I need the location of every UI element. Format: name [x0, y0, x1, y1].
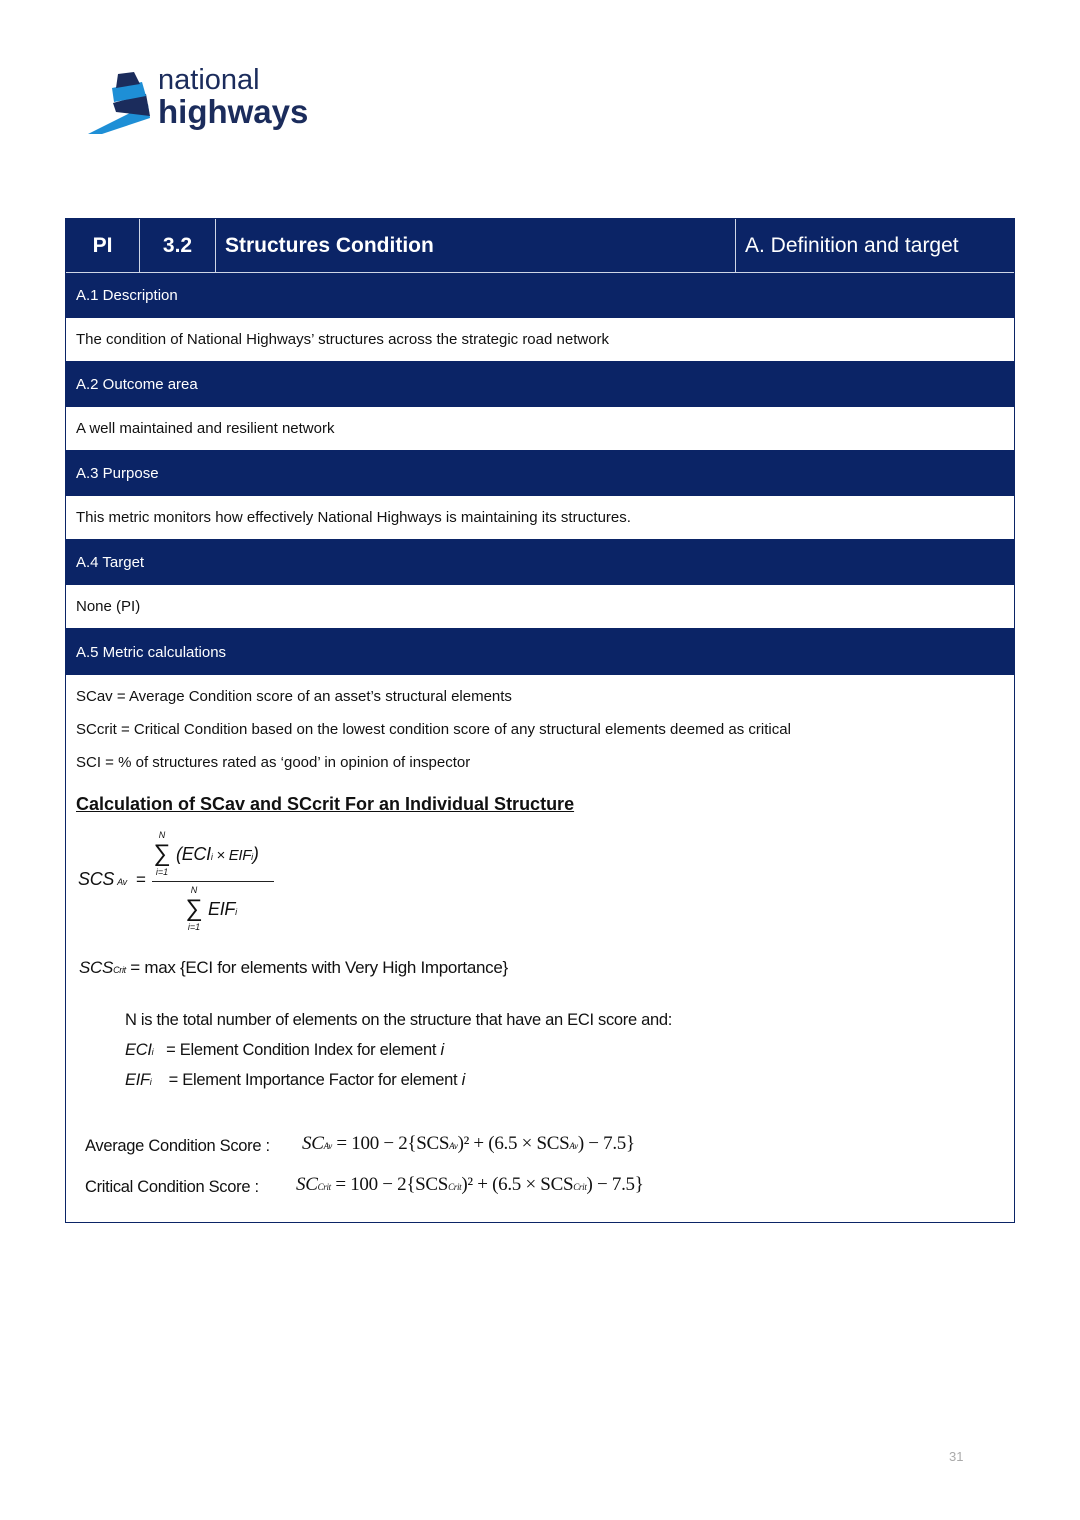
- scs-av-equals: =: [136, 870, 146, 889]
- eif-var: i: [461, 1071, 465, 1089]
- sum-icon: ∑: [153, 840, 171, 867]
- section-a1-label: A.1 Description: [66, 273, 1014, 318]
- n-definition: N is the total number of elements on the structure that have an ECI score and:: [125, 1011, 673, 1029]
- definition-sci: SCI = % of structures rated as ‘good’ in opinion of inspector: [76, 754, 471, 771]
- eci-symbol: ECI: [125, 1041, 152, 1059]
- pi-number: 3.2: [140, 219, 216, 272]
- numerator-eci: (ECI: [176, 844, 211, 864]
- scs-crit-formula: [79, 959, 508, 978]
- section-a2-content: A well maintained and resilient network: [66, 407, 1014, 451]
- scs-crit-sub: Crit: [113, 965, 126, 975]
- avg-sub: Av: [569, 1141, 578, 1151]
- sub-i: i: [235, 907, 237, 917]
- sum-upper: N: [158, 830, 166, 840]
- crit-sub: Crit: [573, 1182, 587, 1192]
- crit-sub: Crit: [448, 1182, 462, 1192]
- sub-i: i: [251, 852, 253, 862]
- definition-sccrit: SCcrit = Critical Condition based on the lowest condition score of any structural elements deemed as critical: [76, 721, 791, 738]
- sum-icon: ∑: [185, 895, 203, 922]
- crit-lhs: SC: [296, 1174, 318, 1195]
- section-a5-label: A.5 Metric calculations: [66, 629, 1014, 675]
- logo-wordmark: [158, 66, 308, 128]
- section-a4-content: None (PI): [66, 585, 1014, 629]
- sub-i: i: [210, 852, 213, 862]
- scs-av-lhs: SCS: [78, 869, 115, 889]
- section-a3-label: A.3 Purpose: [66, 451, 1014, 496]
- avg-rhs3: ) − 7.5}: [577, 1133, 635, 1154]
- pi-table: [65, 218, 1015, 1223]
- section-title: A. Definition and target: [745, 233, 959, 257]
- eci-definition: [125, 1041, 444, 1059]
- avg-rhs2: )² + (6.5 × SCS: [457, 1133, 570, 1154]
- eci-var: i: [440, 1041, 444, 1059]
- page-number: 31: [949, 1449, 964, 1464]
- avg-score-label: Average Condition Score :: [85, 1137, 270, 1155]
- pi-title: Structures Condition: [216, 219, 736, 272]
- logo-line1: national: [158, 64, 260, 96]
- crit-rhs2: )² + (6.5 × SCS: [461, 1174, 574, 1195]
- avg-score-formula: [302, 1134, 635, 1155]
- crit-rhs1: = 100 − 2{SCS: [330, 1174, 449, 1195]
- crit-sub: Crit: [317, 1182, 331, 1192]
- sum-lower: i=1: [187, 922, 201, 932]
- avg-lhs: SC: [302, 1133, 324, 1154]
- crit-score-formula: [296, 1175, 644, 1196]
- numerator-eif: × EIF: [212, 847, 252, 864]
- crit-score-label: Critical Condition Score :: [85, 1178, 259, 1196]
- crit-rhs3: ) − 7.5}: [586, 1174, 644, 1195]
- scs-crit-lhs: SCS: [79, 958, 114, 977]
- eif-definition: [125, 1071, 465, 1089]
- section-a3-content: This metric monitors how effectively National Highways is maintaining its structures.: [66, 496, 1014, 540]
- avg-rhs1: = 100 − 2{SCS: [331, 1133, 450, 1154]
- calculation-heading: Calculation of SCav and SCcrit For an Individual Structure: [76, 794, 575, 814]
- numerator-sum: [152, 831, 172, 877]
- pi-label: PI: [66, 219, 140, 272]
- numerator-close: ): [252, 844, 259, 864]
- avg-sub: Av: [449, 1141, 458, 1151]
- eif-text: = Element Importance Factor for element: [168, 1071, 462, 1089]
- scs-crit-rhs: = max {ECI for elements with Very High Importance}: [130, 958, 508, 977]
- definition-scav: SCav = Average Condition score of an asset’s structural elements: [76, 688, 512, 705]
- section-a2-label: A.2 Outcome area: [66, 362, 1014, 407]
- table-header: [66, 219, 1014, 273]
- section-a1-content: The condition of National Highways’ structures across the strategic road network: [66, 318, 1014, 362]
- eci-text: = Element Condition Index for element: [166, 1041, 441, 1059]
- fraction-bar: [152, 881, 274, 882]
- denominator-sum: [184, 886, 204, 932]
- scs-av-sub: Av: [117, 877, 127, 887]
- logo-line2: highways: [158, 93, 309, 130]
- sum-upper: N: [190, 885, 198, 895]
- eif-symbol: EIF: [125, 1071, 150, 1089]
- sum-lower: i=1: [155, 867, 169, 877]
- avg-sub: Av: [323, 1141, 332, 1151]
- eci-sub: i: [151, 1047, 154, 1057]
- denominator-eif: EIF: [208, 899, 236, 919]
- section-a4-label: A.4 Target: [66, 540, 1014, 585]
- eif-sub: i: [149, 1077, 152, 1087]
